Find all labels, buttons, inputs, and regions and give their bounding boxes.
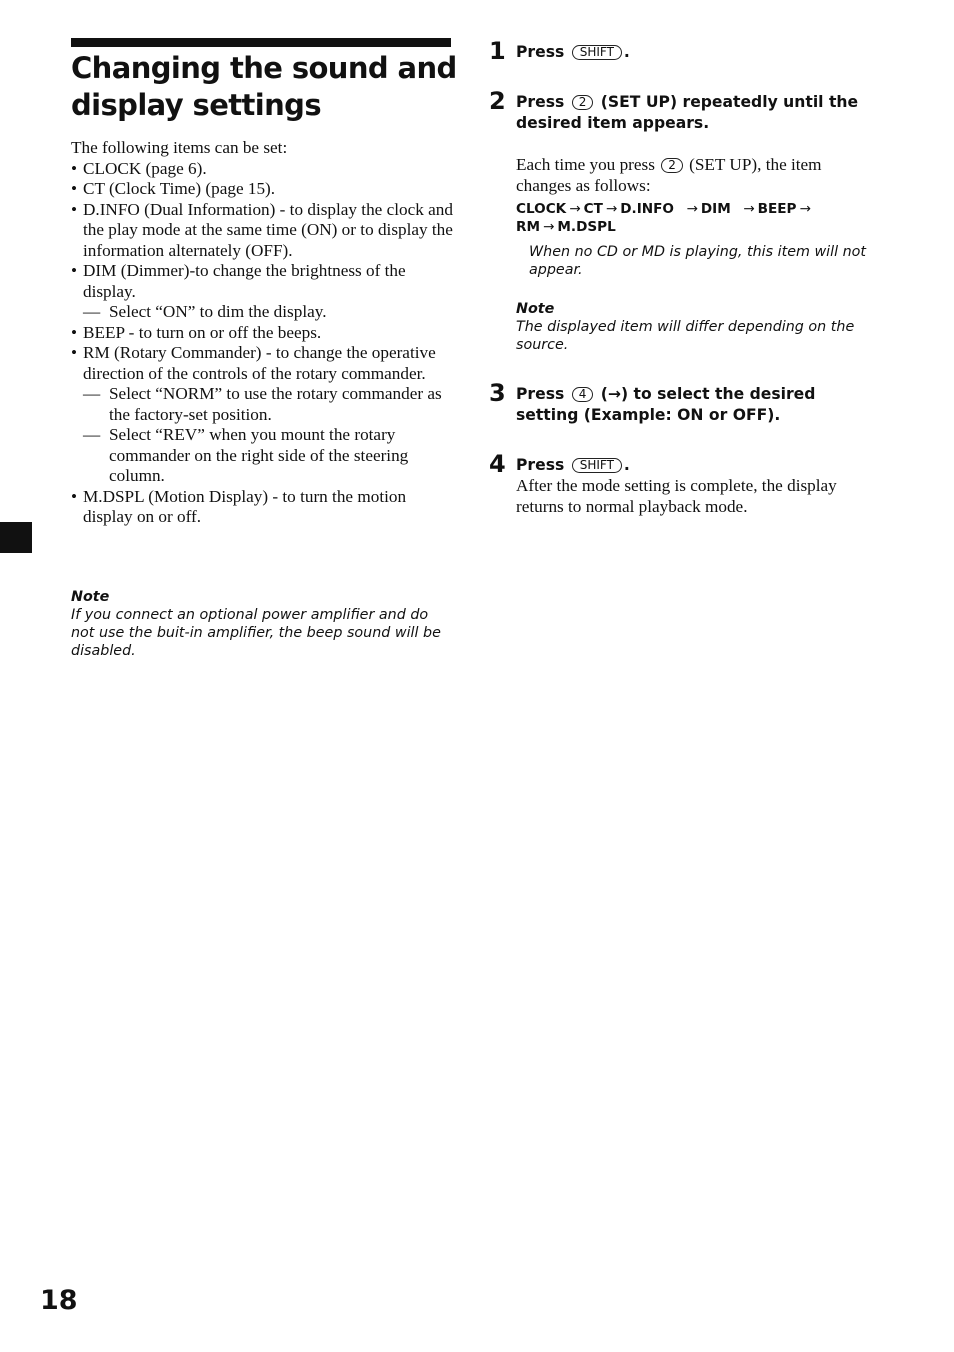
note-left <box>71 588 456 660</box>
note-title: Note <box>71 589 110 605</box>
shift-key: SHIFT <box>572 458 622 473</box>
page-number: 18 <box>40 1285 78 1316</box>
sequence-item: M.DSPL <box>557 218 616 235</box>
key-2: 2 <box>661 158 683 173</box>
step-number-1: 1 <box>489 37 506 65</box>
step-number-2: 2 <box>489 87 506 115</box>
key-2: 2 <box>572 95 594 110</box>
settings-list <box>71 159 456 528</box>
note-title: Note <box>516 301 555 317</box>
intro-text: The following items can be set: <box>71 138 288 157</box>
list-item: • M.DSPL (Motion Display) - to turn the motion display on or off. <box>71 487 456 528</box>
sub-item: — Select “ON” to dim the display. <box>83 302 456 323</box>
list-item: • D.INFO (Dual Information) - to display the clock and the play mode at the same time (ON) or to display the information alternately (OFF). <box>71 200 456 262</box>
step-1-heading: Press SHIFT . <box>516 43 630 61</box>
title-rule <box>71 38 451 47</box>
arrow-icon: → <box>605 201 618 217</box>
shift-key: SHIFT <box>572 45 622 60</box>
step-2-heading: Press 2 (SET UP) repeatedly until the desired item appears. <box>516 93 859 132</box>
step-number-4: 4 <box>489 450 506 478</box>
sub-item: — Select “NORM” to use the rotary commander as the factory-set position. <box>83 384 456 425</box>
page-title: Changing the sound and display settings <box>71 51 457 122</box>
sequence-item: D.INFO <box>620 201 674 217</box>
arrow-icon: → <box>686 201 698 217</box>
list-item: • BEEP - to turn on or off the beeps. <box>71 323 456 344</box>
list-item: • DIM (Dimmer)-to change the brightness of the display. — Select “ON” to dim the display. <box>71 261 456 323</box>
section-tab-marker <box>0 522 32 553</box>
note-right <box>516 300 866 354</box>
sequence-item: BEEP <box>757 201 797 217</box>
step-2-body: Each time you press 2 (SET UP), the item changes as follows: <box>516 155 822 195</box>
arrow-icon: → <box>799 201 811 217</box>
list-item: • CT (Clock Time) (page 15). <box>71 179 456 200</box>
item-sequence <box>516 201 866 236</box>
arrow-icon: → <box>543 218 555 235</box>
list-item: • RM (Rotary Commander) - to change the operative direction of the controls of the rotary commander. — Select “NORM” to use the rotary commander as the factory-set position. — Select “REV” when you mount the rotary commander on the right side of the steering column. <box>71 343 456 487</box>
sequence-item: CT <box>583 201 603 217</box>
arrow-icon: → <box>743 201 755 217</box>
note-text: If you connect an optional power amplifier and do not use the buit-in amplifier, the beep sound will be disabled. <box>71 607 441 659</box>
note-text: The displayed item will differ depending on the source. <box>516 319 855 353</box>
step-number-3: 3 <box>489 379 506 407</box>
step-4-heading: Press SHIFT . <box>516 456 630 474</box>
sequence-item: CLOCK <box>516 201 567 217</box>
sequence-note: When no CD or MD is playing, this item will not appear. <box>529 244 867 278</box>
sequence-item: RM <box>516 218 540 235</box>
list-item: • CLOCK (page 6). <box>71 159 456 180</box>
step-4-body: After the mode setting is complete, the display returns to normal playback mode. <box>516 476 837 516</box>
step-3-heading: Press 4 (→) to select the desired setting (Example: ON or OFF). <box>516 385 816 424</box>
key-4: 4 <box>572 387 594 402</box>
arrow-icon: → <box>569 201 581 217</box>
sub-item: — Select “REV” when you mount the rotary commander on the right side of the steering column. <box>83 425 456 487</box>
sequence-item: DIM <box>700 201 731 217</box>
